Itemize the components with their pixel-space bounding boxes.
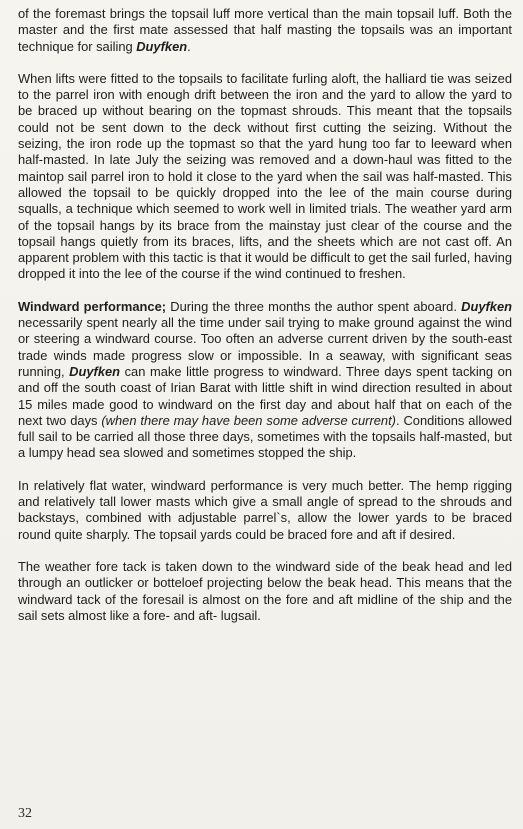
section-run-in-heading: Windward performance; bbox=[18, 298, 167, 314]
text-segment: During the three months the author spent aboard. bbox=[166, 298, 462, 314]
paragraph-windward-performance bbox=[18, 299, 512, 462]
text-segment: When lifts were fitted to the topsails to facilitate furling aloft, the halliard tie was seized to the parrel iron with enough drift between the iron and the yard to allow the yard to be braced up without bearing on the topmast shrouds. This meant that the topsails could not be sent down to the deck without first cutting the seizing. Without the seizing, the iron rode up the topmast so that the yard hung too far to leeward when half-masted. In late July the seizing was removed and a down-haul was fitted to the maintop sail parrel iron to hold it close to the yard when the sail was half-masted. This allowed the topsail to be quickly dropped into the lee of the main course during squalls, a technique which seemed to work well in limited trials. The weather yard arm of the topsail hangs by its brace from the mainstay just clear of the course and the topsail hangs quietly from its braces, lifts, and the sheets which are not cast off. An apparent problem with this tactic is that it would be difficult to get the sail furled, having dropped it into the lee of the course if the wind continued to freshen. bbox=[18, 70, 512, 282]
text-segment: The weather fore tack is taken down to the windward side of the beak head and led through an outlicker or botteloef projecting below the beak head. This means that the windward tack of the foresail is almost on the fore and aft midline of the ship and the sail sets almost like a fore- and aft- lugsail. bbox=[18, 558, 512, 623]
text-segment: of the foremast brings the topsail luff more vertical than the main topsail luff. Both the master and the first mate assessed that half masting the topsails was an important technique for sailing bbox=[18, 6, 512, 54]
paragraph-lifts-fitted bbox=[18, 71, 512, 283]
ship-name-emphasis: Duyfken bbox=[136, 38, 188, 54]
text-segment: . Conditions allowed full sail to be carried all those three days, sometimes with the topsails half-masted, but a lumpy head sea slowed and sometimes stopped the ship. bbox=[18, 412, 512, 461]
page-number: 32 bbox=[18, 806, 32, 821]
body-text-column bbox=[18, 6, 512, 640]
paragraph-flat-water bbox=[18, 478, 512, 543]
italic-aside: (when there may have been some adverse current) bbox=[101, 412, 396, 428]
ship-name-emphasis: Duyfken bbox=[69, 363, 121, 379]
text-segment: necessarily spent nearly all the time under sail trying to make ground against the wind or steering a windward course. Too often an adverse current driven by the south-east trade winds made progress slow or impossible. In a seaway, with significant seas running, bbox=[18, 315, 512, 379]
text-segment: In relatively flat water, windward performance is very much better. The hemp rigging and relatively tall lower masts which give a small angle of spread to the shrouds and backstays, combined with adjustable parrel`s, allow the lower yards to be braced round quite sharply. The topsail yards could be braced fore and aft if desired. bbox=[18, 477, 512, 542]
ship-name-emphasis: Duyfken bbox=[461, 298, 512, 314]
paragraph-topsail-luff bbox=[18, 6, 512, 55]
text-segment: can make little progress to windward. Three days spent tacking on and off the south coast of Irian Barat with little shift in wind direction resulted in about 15 miles made good to windward on the first day and about half that on each of the next two days bbox=[18, 363, 512, 428]
paragraph-weather-fore-tack bbox=[18, 559, 512, 624]
text-segment: . bbox=[187, 38, 191, 54]
